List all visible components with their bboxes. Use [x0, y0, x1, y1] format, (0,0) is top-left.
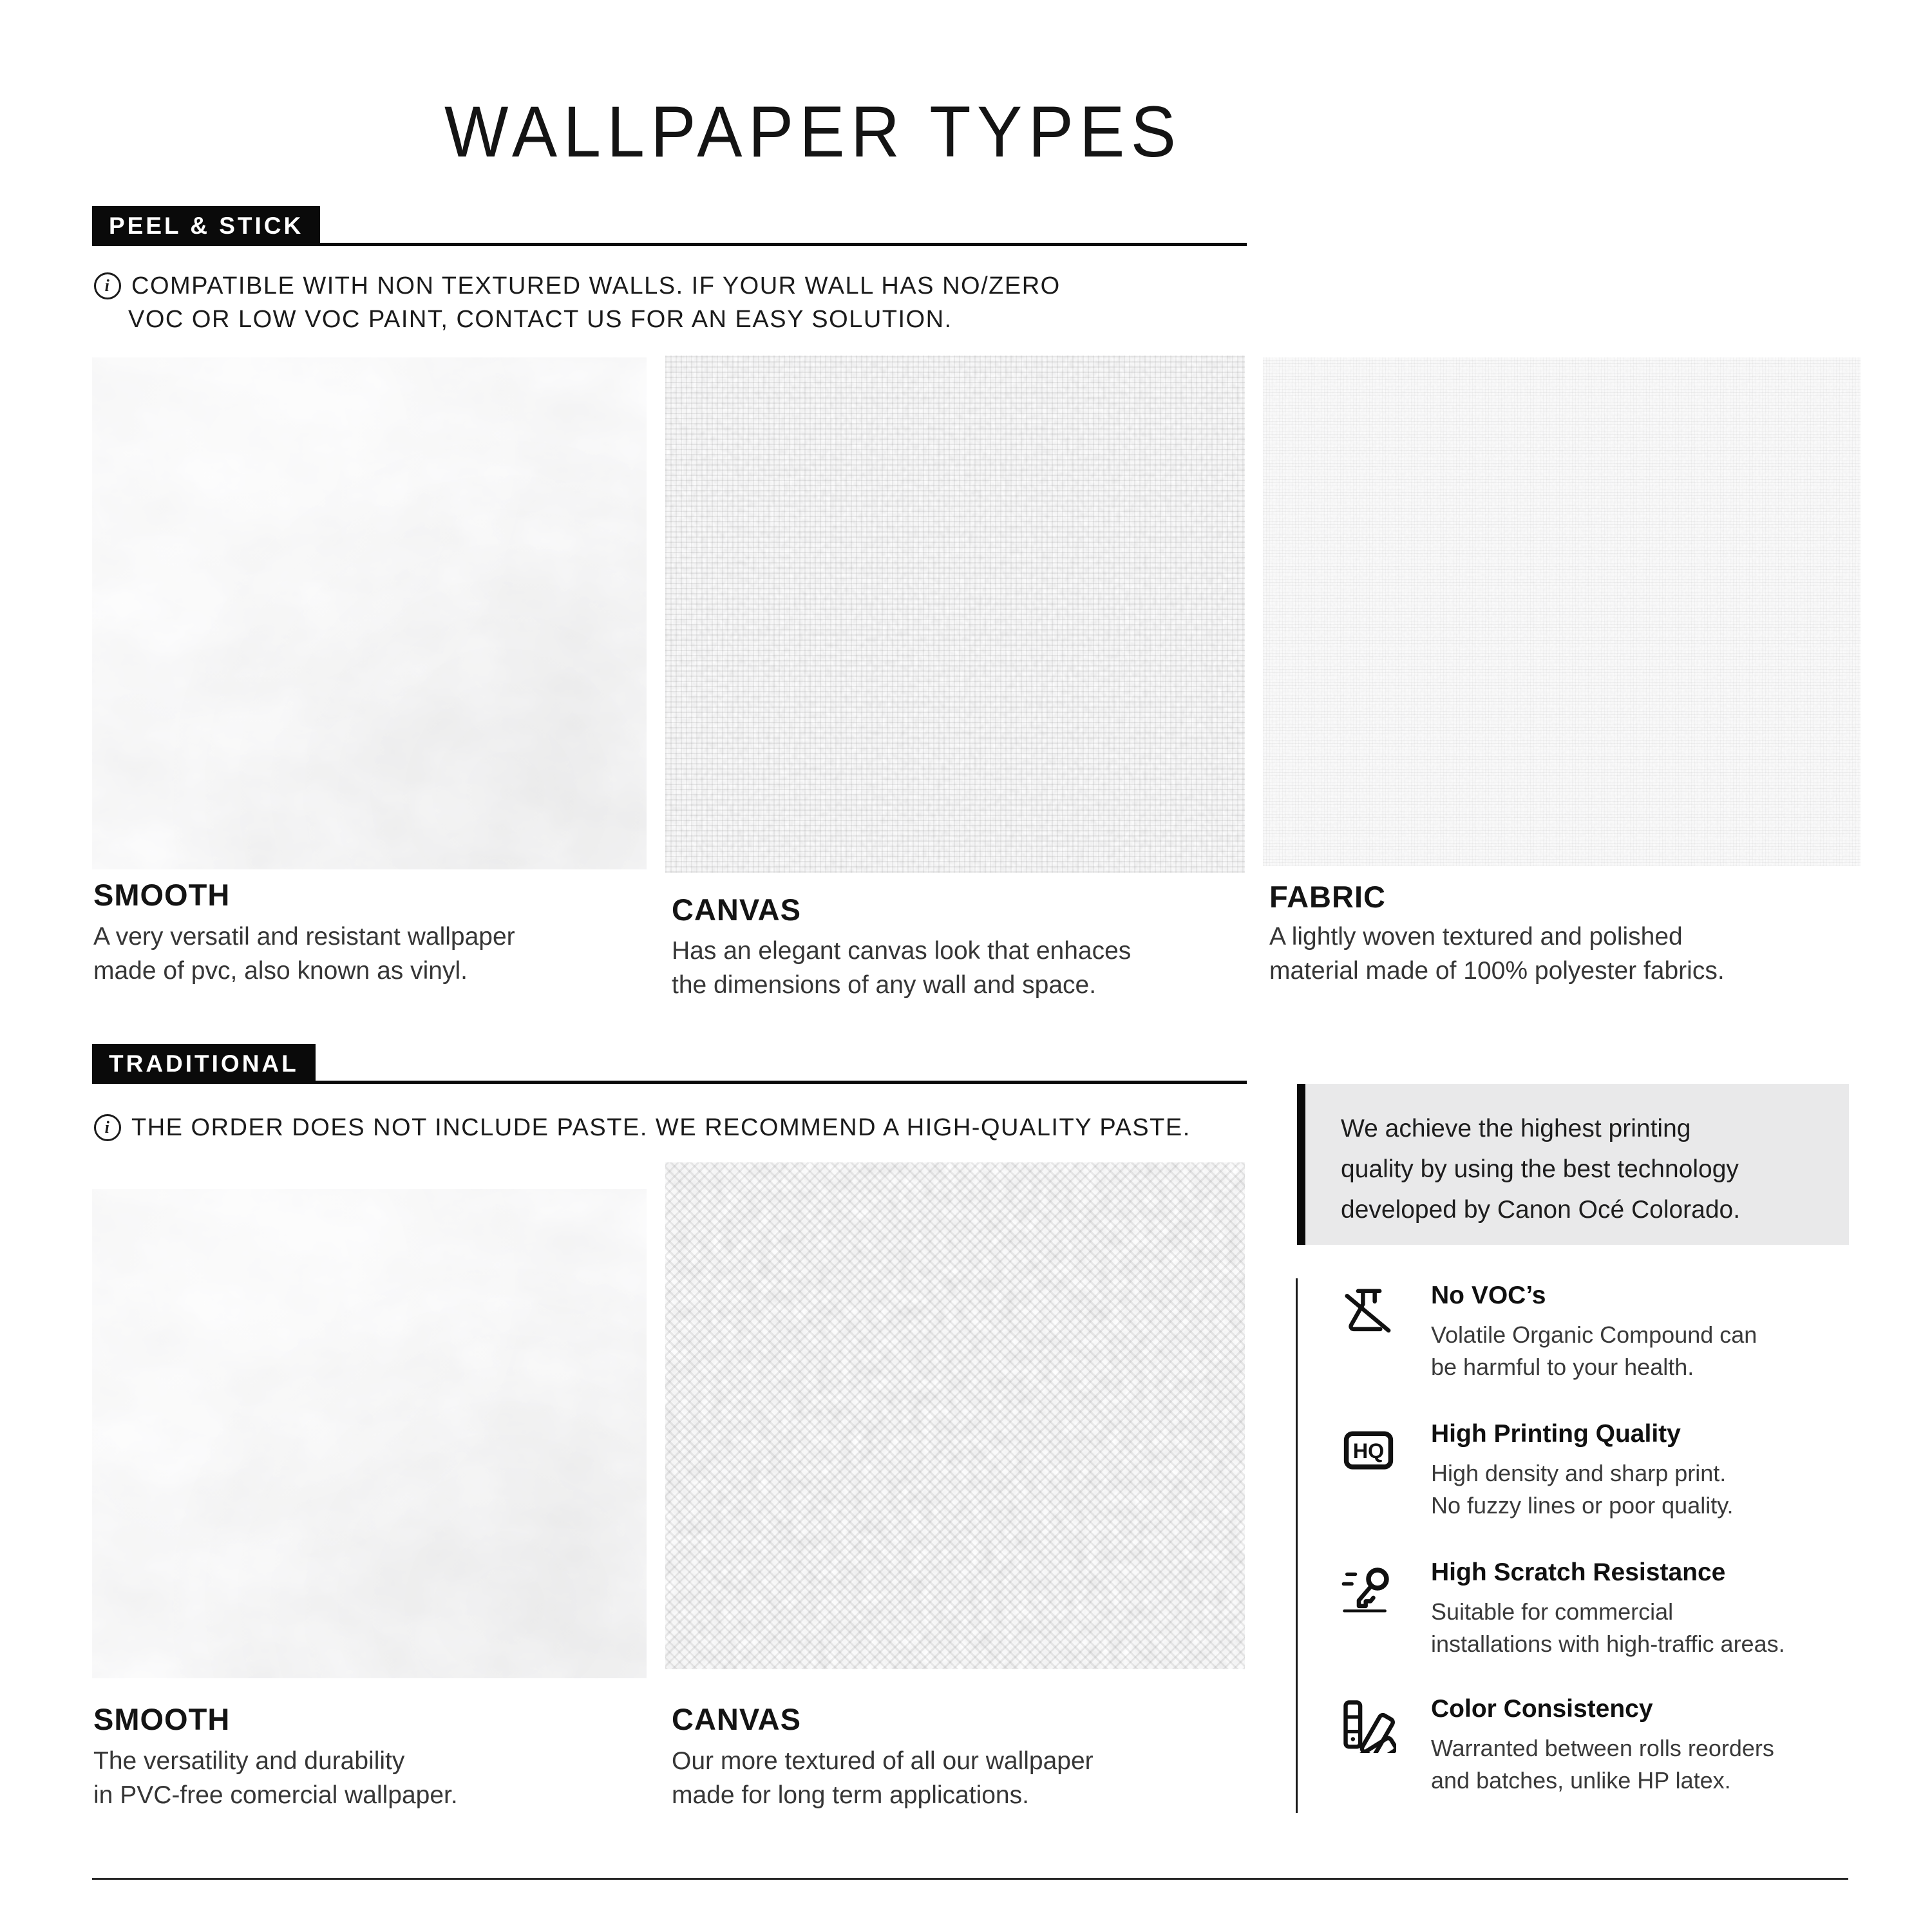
- desc-line: in PVC-free comercial wallpaper.: [93, 1781, 458, 1809]
- printing-quality-callout: [1297, 1084, 1849, 1245]
- desc-line: made for long term applications.: [672, 1781, 1029, 1809]
- scratch-key-icon: [1341, 1561, 1396, 1616]
- swatch-image-peel-smooth: [92, 357, 647, 869]
- section-label-traditional: TRADITIONAL: [92, 1044, 316, 1084]
- desc-line: the dimensions of any wall and space.: [672, 971, 1097, 999]
- feature-title: High Printing Quality: [1431, 1420, 1681, 1448]
- note-line: THE ORDER DOES NOT INCLUDE PASTE. WE RECOMMEND A HIGH-QUALITY PASTE.: [131, 1114, 1191, 1141]
- swatch-image-peel-canvas: [665, 355, 1245, 873]
- desc-line: be harmful to your health.: [1431, 1354, 1694, 1380]
- swatch-description: [672, 1744, 1094, 1812]
- desc-line: Our more textured of all our wallpaper: [672, 1747, 1094, 1775]
- swatch-image-peel-fabric: [1263, 357, 1861, 866]
- info-icon: i: [94, 1114, 121, 1141]
- feature-text: [1431, 1282, 1757, 1383]
- quality-line: developed by Canon Océ Colorado.: [1341, 1196, 1741, 1224]
- swatch-name: FABRIC: [1269, 880, 1386, 914]
- desc-line: Volatile Organic Compound can: [1431, 1321, 1757, 1348]
- desc-line: made of pvc, also known as vinyl.: [93, 957, 468, 985]
- feature-title: Color Consistency: [1431, 1695, 1653, 1723]
- swatch-description: [1269, 920, 1725, 988]
- feature-description: [1431, 1732, 1774, 1797]
- feature-description: [1431, 1596, 1785, 1660]
- swatch-description: [93, 920, 515, 988]
- feature-description: [1431, 1457, 1734, 1522]
- section-label-peel-stick: PEEL & STICK: [92, 206, 320, 246]
- desc-line: Suitable for commercial: [1431, 1598, 1674, 1625]
- traditional-note: [94, 1111, 1191, 1144]
- swatch-name: CANVAS: [672, 893, 801, 927]
- feature-high-scratch-resistance: [1341, 1558, 1785, 1660]
- feature-text: [1431, 1420, 1734, 1522]
- color-swatches-icon: [1341, 1698, 1396, 1753]
- info-icon: i: [94, 272, 121, 299]
- desc-line: A lightly woven textured and polished: [1269, 923, 1683, 951]
- svg-text:HQ: HQ: [1352, 1439, 1385, 1463]
- page-title: WALLPAPER TYPES: [444, 91, 1182, 172]
- swatch-name: SMOOTH: [93, 1702, 231, 1736]
- hq-badge-icon: [1341, 1423, 1396, 1478]
- note-line: VOC OR LOW VOC PAINT, CONTACT US FOR AN EASY SOLUTION.: [128, 306, 952, 333]
- swatch-description: [93, 1744, 458, 1812]
- feature-title: High Scratch Resistance: [1431, 1558, 1726, 1586]
- feature-text: [1431, 1695, 1774, 1797]
- feature-title: No VOC’s: [1431, 1282, 1546, 1309]
- feature-text: [1431, 1558, 1785, 1660]
- feature-high-printing-quality: [1341, 1420, 1734, 1522]
- desc-line: High density and sharp print.: [1431, 1460, 1727, 1486]
- desc-line: Warranted between rolls reorders: [1431, 1735, 1774, 1761]
- desc-line: A very versatil and resistant wallpaper: [93, 923, 515, 951]
- desc-line: The versatility and durability: [93, 1747, 405, 1775]
- swatch-name: CANVAS: [672, 1702, 801, 1736]
- desc-line: and batches, unlike HP latex.: [1431, 1767, 1731, 1794]
- features-divider: [1296, 1278, 1298, 1813]
- feature-color-consistency: [1341, 1695, 1774, 1797]
- feature-description: [1431, 1319, 1757, 1383]
- bottom-rule: [92, 1878, 1848, 1880]
- feature-no-vocs: [1341, 1282, 1757, 1383]
- desc-line: Has an elegant canvas look that enhaces: [672, 937, 1132, 965]
- note-line: COMPATIBLE WITH NON TEXTURED WALLS. IF YOUR WALL HAS NO/ZERO: [131, 272, 1061, 299]
- no-voc-flask-icon: [1341, 1284, 1396, 1340]
- desc-line: material made of 100% polyester fabrics.: [1269, 957, 1725, 985]
- swatch-description: [672, 934, 1131, 1002]
- quality-line: quality by using the best technology: [1341, 1155, 1739, 1183]
- desc-line: installations with high-traffic areas.: [1431, 1631, 1785, 1657]
- desc-line: No fuzzy lines or poor quality.: [1431, 1492, 1734, 1519]
- quality-line: We achieve the highest printing: [1341, 1115, 1691, 1142]
- peel-stick-note: [94, 269, 1061, 336]
- swatch-image-traditional-smooth: [92, 1189, 647, 1678]
- swatch-name: SMOOTH: [93, 878, 231, 912]
- swatch-image-traditional-canvas: [665, 1162, 1245, 1669]
